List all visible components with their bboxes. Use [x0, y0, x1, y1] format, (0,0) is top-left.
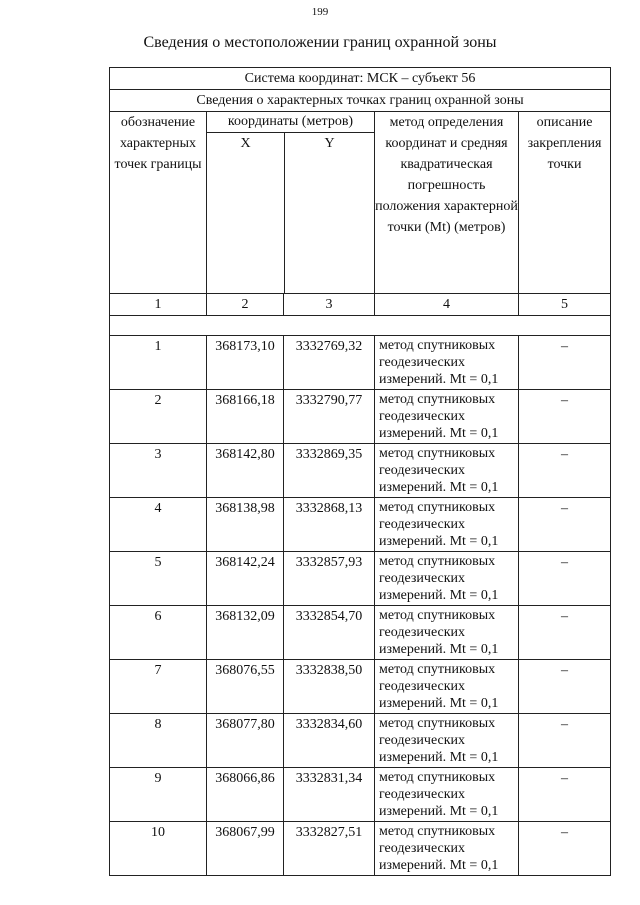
y-coordinate-cell: 3332869,35 [284, 444, 375, 498]
table-row [110, 714, 611, 768]
method-cell: метод спутниковых геодезических измерений. Mt = 0,1 [375, 390, 519, 444]
y-coordinate-cell: 3332790,77 [284, 390, 375, 444]
column-numbers-row [110, 294, 611, 316]
table-row [110, 390, 611, 444]
method-cell: метод спутниковых геодезических измерений. Mt = 0,1 [375, 606, 519, 660]
x-coordinate-cell: 368067,99 [207, 822, 284, 876]
y-coordinate-cell: 3332868,13 [284, 498, 375, 552]
x-coordinate-cell: 368076,55 [207, 660, 284, 714]
point-number-cell: 1 [110, 336, 207, 390]
method-cell: метод спутниковых геодезических измерений. Mt = 0,1 [375, 444, 519, 498]
x-coordinate-cell: 368173,10 [207, 336, 284, 390]
method-cell: метод спутниковых геодезических измерений. Mt = 0,1 [375, 336, 519, 390]
description-cell: – [519, 336, 611, 390]
y-coordinate-cell: 3332854,70 [284, 606, 375, 660]
column-number: 3 [284, 294, 375, 316]
page-number: 199 [311, 6, 329, 18]
column-number: 1 [110, 294, 207, 316]
x-coordinate-cell: 368132,09 [207, 606, 284, 660]
y-coordinate-cell: 3332857,93 [284, 552, 375, 606]
point-number-cell: 8 [110, 714, 207, 768]
point-number-cell: 10 [110, 822, 207, 876]
table-subtitle-cell: Сведения о характерных точках границ охранной зоны [110, 90, 611, 112]
method-cell: метод спутниковых геодезических измерений. Mt = 0,1 [375, 822, 519, 876]
table-row [110, 498, 611, 552]
method-cell: метод спутниковых геодезических измерений. Mt = 0,1 [375, 714, 519, 768]
header-coordinates [207, 112, 375, 294]
header-x: X [207, 133, 285, 293]
column-number: 2 [207, 294, 284, 316]
empty-row [110, 316, 611, 336]
document-title: Сведения о местоположении границ охранной зоны [143, 34, 497, 51]
table-row [110, 822, 611, 876]
coordinate-system-cell: Система координат: МСК – субъект 56 [110, 68, 611, 90]
point-number-cell: 4 [110, 498, 207, 552]
column-headers-row [110, 112, 611, 294]
method-cell: метод спутниковых геодезических измерений. Mt = 0,1 [375, 660, 519, 714]
y-coordinate-cell: 3332834,60 [284, 714, 375, 768]
table-row [110, 606, 611, 660]
table-row [110, 768, 611, 822]
header-y: Y [324, 136, 335, 151]
x-coordinate-cell: 368142,24 [207, 552, 284, 606]
y-coordinate-cell: 3332769,32 [284, 336, 375, 390]
y-coordinate-cell: 3332831,34 [284, 768, 375, 822]
point-number-cell: 7 [110, 660, 207, 714]
empty-cell [110, 316, 611, 336]
description-cell: – [519, 606, 611, 660]
description-cell: – [519, 714, 611, 768]
y-coordinate-cell: 3332838,50 [284, 660, 375, 714]
column-number: 4 [375, 294, 519, 316]
x-coordinate-cell: 368066,86 [207, 768, 284, 822]
point-number-cell: 5 [110, 552, 207, 606]
description-cell: – [519, 390, 611, 444]
header-coordinates-label: координаты (метров) [207, 112, 374, 133]
x-coordinate-cell: 368138,98 [207, 498, 284, 552]
coordinate-system-row [110, 68, 611, 90]
point-number-cell: 3 [110, 444, 207, 498]
description-cell: – [519, 552, 611, 606]
method-cell: метод спутниковых геодезических измерений. Mt = 0,1 [375, 552, 519, 606]
description-cell: – [519, 444, 611, 498]
boundary-points-table [109, 67, 611, 876]
x-coordinate-cell: 368142,80 [207, 444, 284, 498]
header-description: описание закрепления точки [519, 112, 611, 294]
header-point-designation: обозначение характерных точек границы [110, 112, 207, 294]
column-number: 5 [519, 294, 611, 316]
x-coordinate-cell: 368166,18 [207, 390, 284, 444]
y-coordinate-cell: 3332827,51 [284, 822, 375, 876]
x-coordinate-cell: 368077,80 [207, 714, 284, 768]
method-cell: метод спутниковых геодезических измерений. Mt = 0,1 [375, 768, 519, 822]
description-cell: – [519, 498, 611, 552]
description-cell: – [519, 768, 611, 822]
header-method: метод определения координат и средняя квадратическая погрешность положения характерной точки (Mt) (метров) [375, 112, 519, 294]
table-subtitle-row [110, 90, 611, 112]
table-row [110, 552, 611, 606]
description-cell: – [519, 822, 611, 876]
table-row [110, 444, 611, 498]
table-row [110, 660, 611, 714]
point-number-cell: 9 [110, 768, 207, 822]
point-number-cell: 6 [110, 606, 207, 660]
point-number-cell: 2 [110, 390, 207, 444]
description-cell: – [519, 660, 611, 714]
table-row [110, 336, 611, 390]
method-cell: метод спутниковых геодезических измерений. Mt = 0,1 [375, 498, 519, 552]
